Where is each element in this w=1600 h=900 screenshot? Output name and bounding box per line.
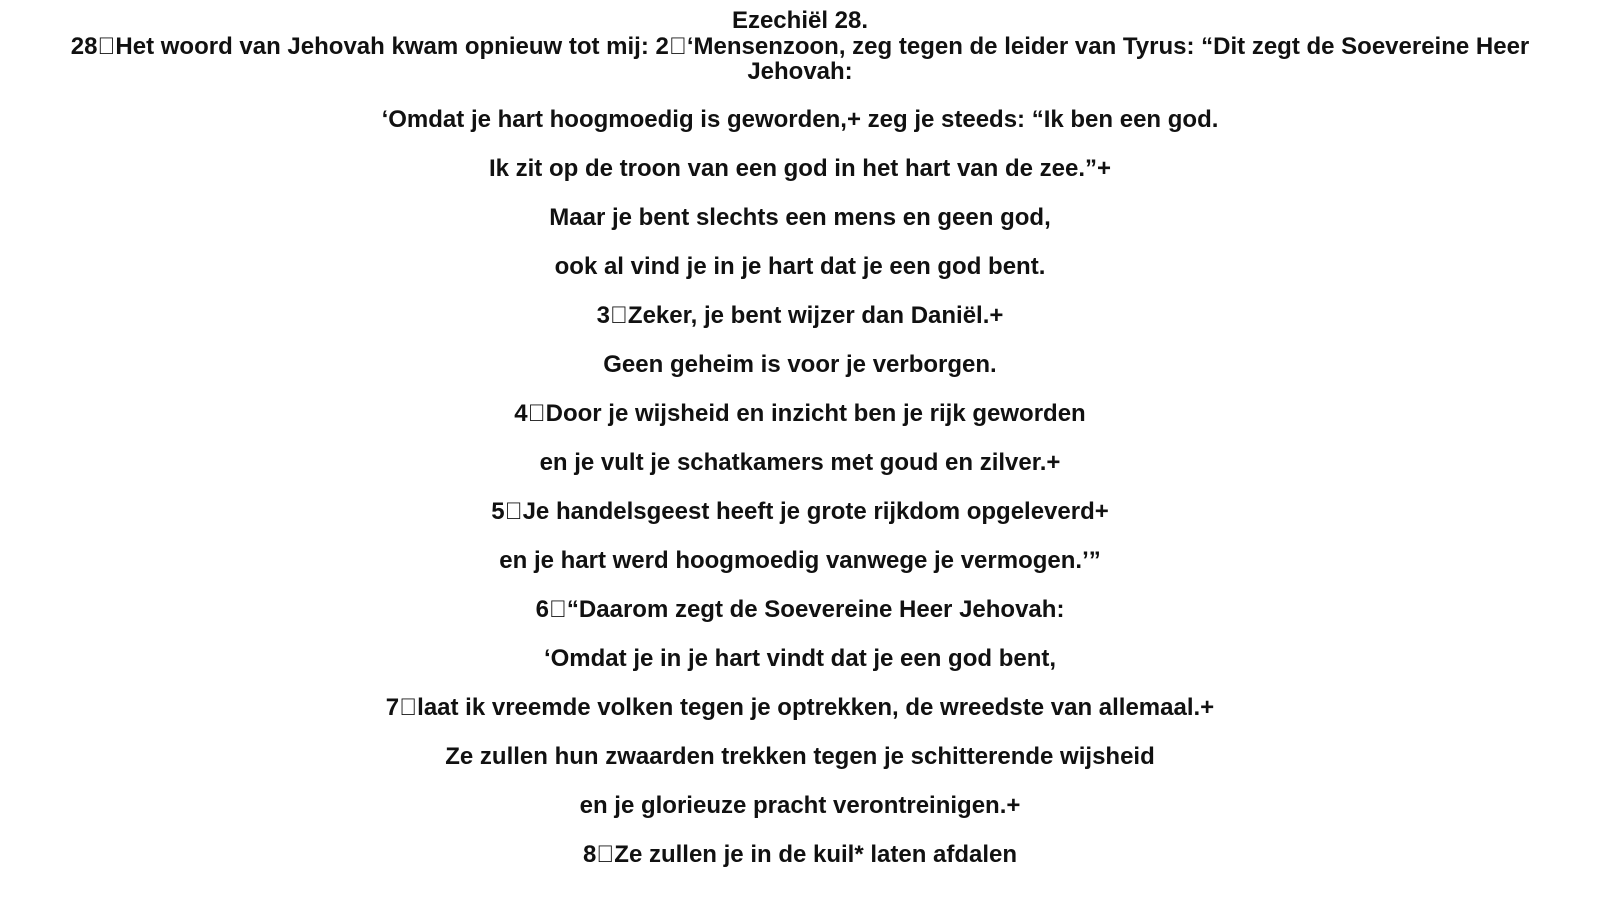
verse-line: 3 Zeker, je bent wijzer dan Daniël.+ <box>596 302 1004 329</box>
verse-line: 8 Ze zullen je in de kuil* laten afdalen <box>582 841 1018 868</box>
verse-line: 7 laat ik vreemde volken tegen je optrekken, de wreedste van allemaal.+ <box>385 694 1215 721</box>
intro-paragraph: 28 Het woord van Jehovah kwam opnieuw tot mij: 2 ‘Mensenzoon, zeg tegen de leider van Tyrus: “Dit zegt de Soevereine Heer Jehovah: <box>70 33 1530 85</box>
verse-line: Geen geheim is voor je verborgen. <box>603 351 997 378</box>
verse-line: ‘Omdat je in je hart vindt dat je een god bent, <box>543 645 1057 672</box>
verse-line: en je glorieuze pracht verontreinigen.+ <box>579 792 1021 819</box>
verse-line: en je vult je schatkamers met goud en zilver.+ <box>539 449 1061 476</box>
verse-line: 5 Je handelsgeest heeft je grote rijkdom opgeleverd+ <box>491 498 1109 525</box>
verse-line: 6 “Daarom zegt de Soevereine Heer Jehovah: <box>535 596 1065 623</box>
verse-line: Ik zit op de troon van een god in het hart van de zee.”+ <box>488 155 1112 182</box>
verse-line: 4 Door je wijsheid en inzicht ben je rijk geworden <box>514 400 1086 427</box>
verse-line: Ze zullen hun zwaarden trekken tegen je schitterende wijsheid <box>445 743 1155 770</box>
chapter-heading: Ezechiël 28. <box>731 7 869 34</box>
verse-line: ook al vind je in je hart dat je een god bent. <box>554 253 1046 280</box>
verse-line: Maar je bent slechts een mens en geen god, <box>549 204 1051 231</box>
verse-line: ‘Omdat je hart hoogmoedig is geworden,+ zeg je steeds: “Ik ben een god. <box>381 106 1219 133</box>
verse-line: en je hart werd hoogmoedig vanwege je vermogen.’” <box>499 547 1101 574</box>
